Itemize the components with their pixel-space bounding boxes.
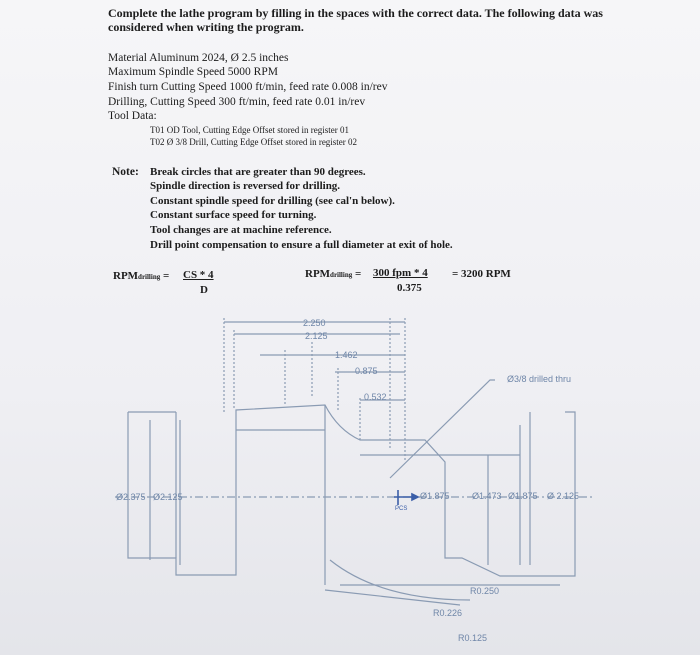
dim-dia-2375: Ø2.375 [116,492,146,502]
dim-r0250: R0.250 [470,586,500,596]
formula1-denominator: D [200,284,208,296]
pcs-origin-marker [394,490,418,505]
formula1-numerator: CS * 4 [183,269,214,281]
dim-dia-1875b: Ø1.875 [508,491,538,501]
dim-r0226: R0.226 [433,608,463,618]
dim-1462: 1.462 [335,350,358,360]
dim-dia-2125: Ø2.125 [153,492,183,502]
dim-r0125: R0.125 [458,633,488,643]
formula2-denominator: 0.375 [397,282,422,294]
intro-line-2: considered when writing the program. [108,20,304,34]
dim-0875: 0.875 [355,366,378,376]
radius-lines [325,560,470,605]
formula2-result: = 3200 RPM [452,268,511,280]
tool-t01: T01 OD Tool, Cutting Edge Offset stored in register 01 [150,125,350,135]
drilled-leader [390,380,495,478]
spec-max-spindle: Maximum Spindle Speed 5000 RPM [108,66,278,78]
pcs-origin-label: PCS [395,506,408,512]
dim-2250: 2.250 [303,318,326,328]
note-line: Drill point compensation to ensure a full diameter at exit of hole. [150,239,453,251]
inner-bore-lines [236,412,530,565]
tool-t02: T02 Ø 3/8 Drill, Cutting Edge Offset stored in register 02 [150,137,358,147]
spec-finish-turn: Finish turn Cutting Speed 1000 ft/min, feed rate 0.008 in/rev [108,81,388,93]
formula2-lhs: RPMdrilling = [305,268,362,280]
intro-line-1: Complete the lathe program by filling in the spaces with the correct data. The following data was [108,6,603,20]
note-line: Constant surface speed for turning. [150,209,317,221]
dim-dia-1875a: Ø1.875 [420,491,450,501]
spec-tool-data-label: Tool Data: [108,110,157,122]
dim-2125: 2.125 [305,331,328,341]
note-line: Break circles that are greater than 90 degrees. [150,166,366,178]
dim-dia-2125-right: Ø 2.125 [547,491,580,501]
spec-drilling: Drilling, Cutting Speed 300 ft/min, feed rate 0.01 in/rev [108,96,366,108]
note-line: Tool changes are at machine reference. [150,224,332,236]
note-line: Constant spindle speed for drilling (see cal'n below). [150,195,395,207]
spec-material: Material Aluminum 2024, Ø 2.5 inches [108,52,289,64]
dim-0532: 0.532 [364,392,387,402]
formula1-lhs: RPMdrilling = [113,270,170,282]
dim-dia-1473: Ø1.473 [472,491,502,501]
note-line: Spindle direction is reversed for drilling. [150,180,341,192]
dim-drilled-thru: Ø3/8 drilled thru [507,374,572,384]
formula2-numerator: 300 fpm * 4 [373,267,428,279]
note-label: Note: [112,166,139,178]
